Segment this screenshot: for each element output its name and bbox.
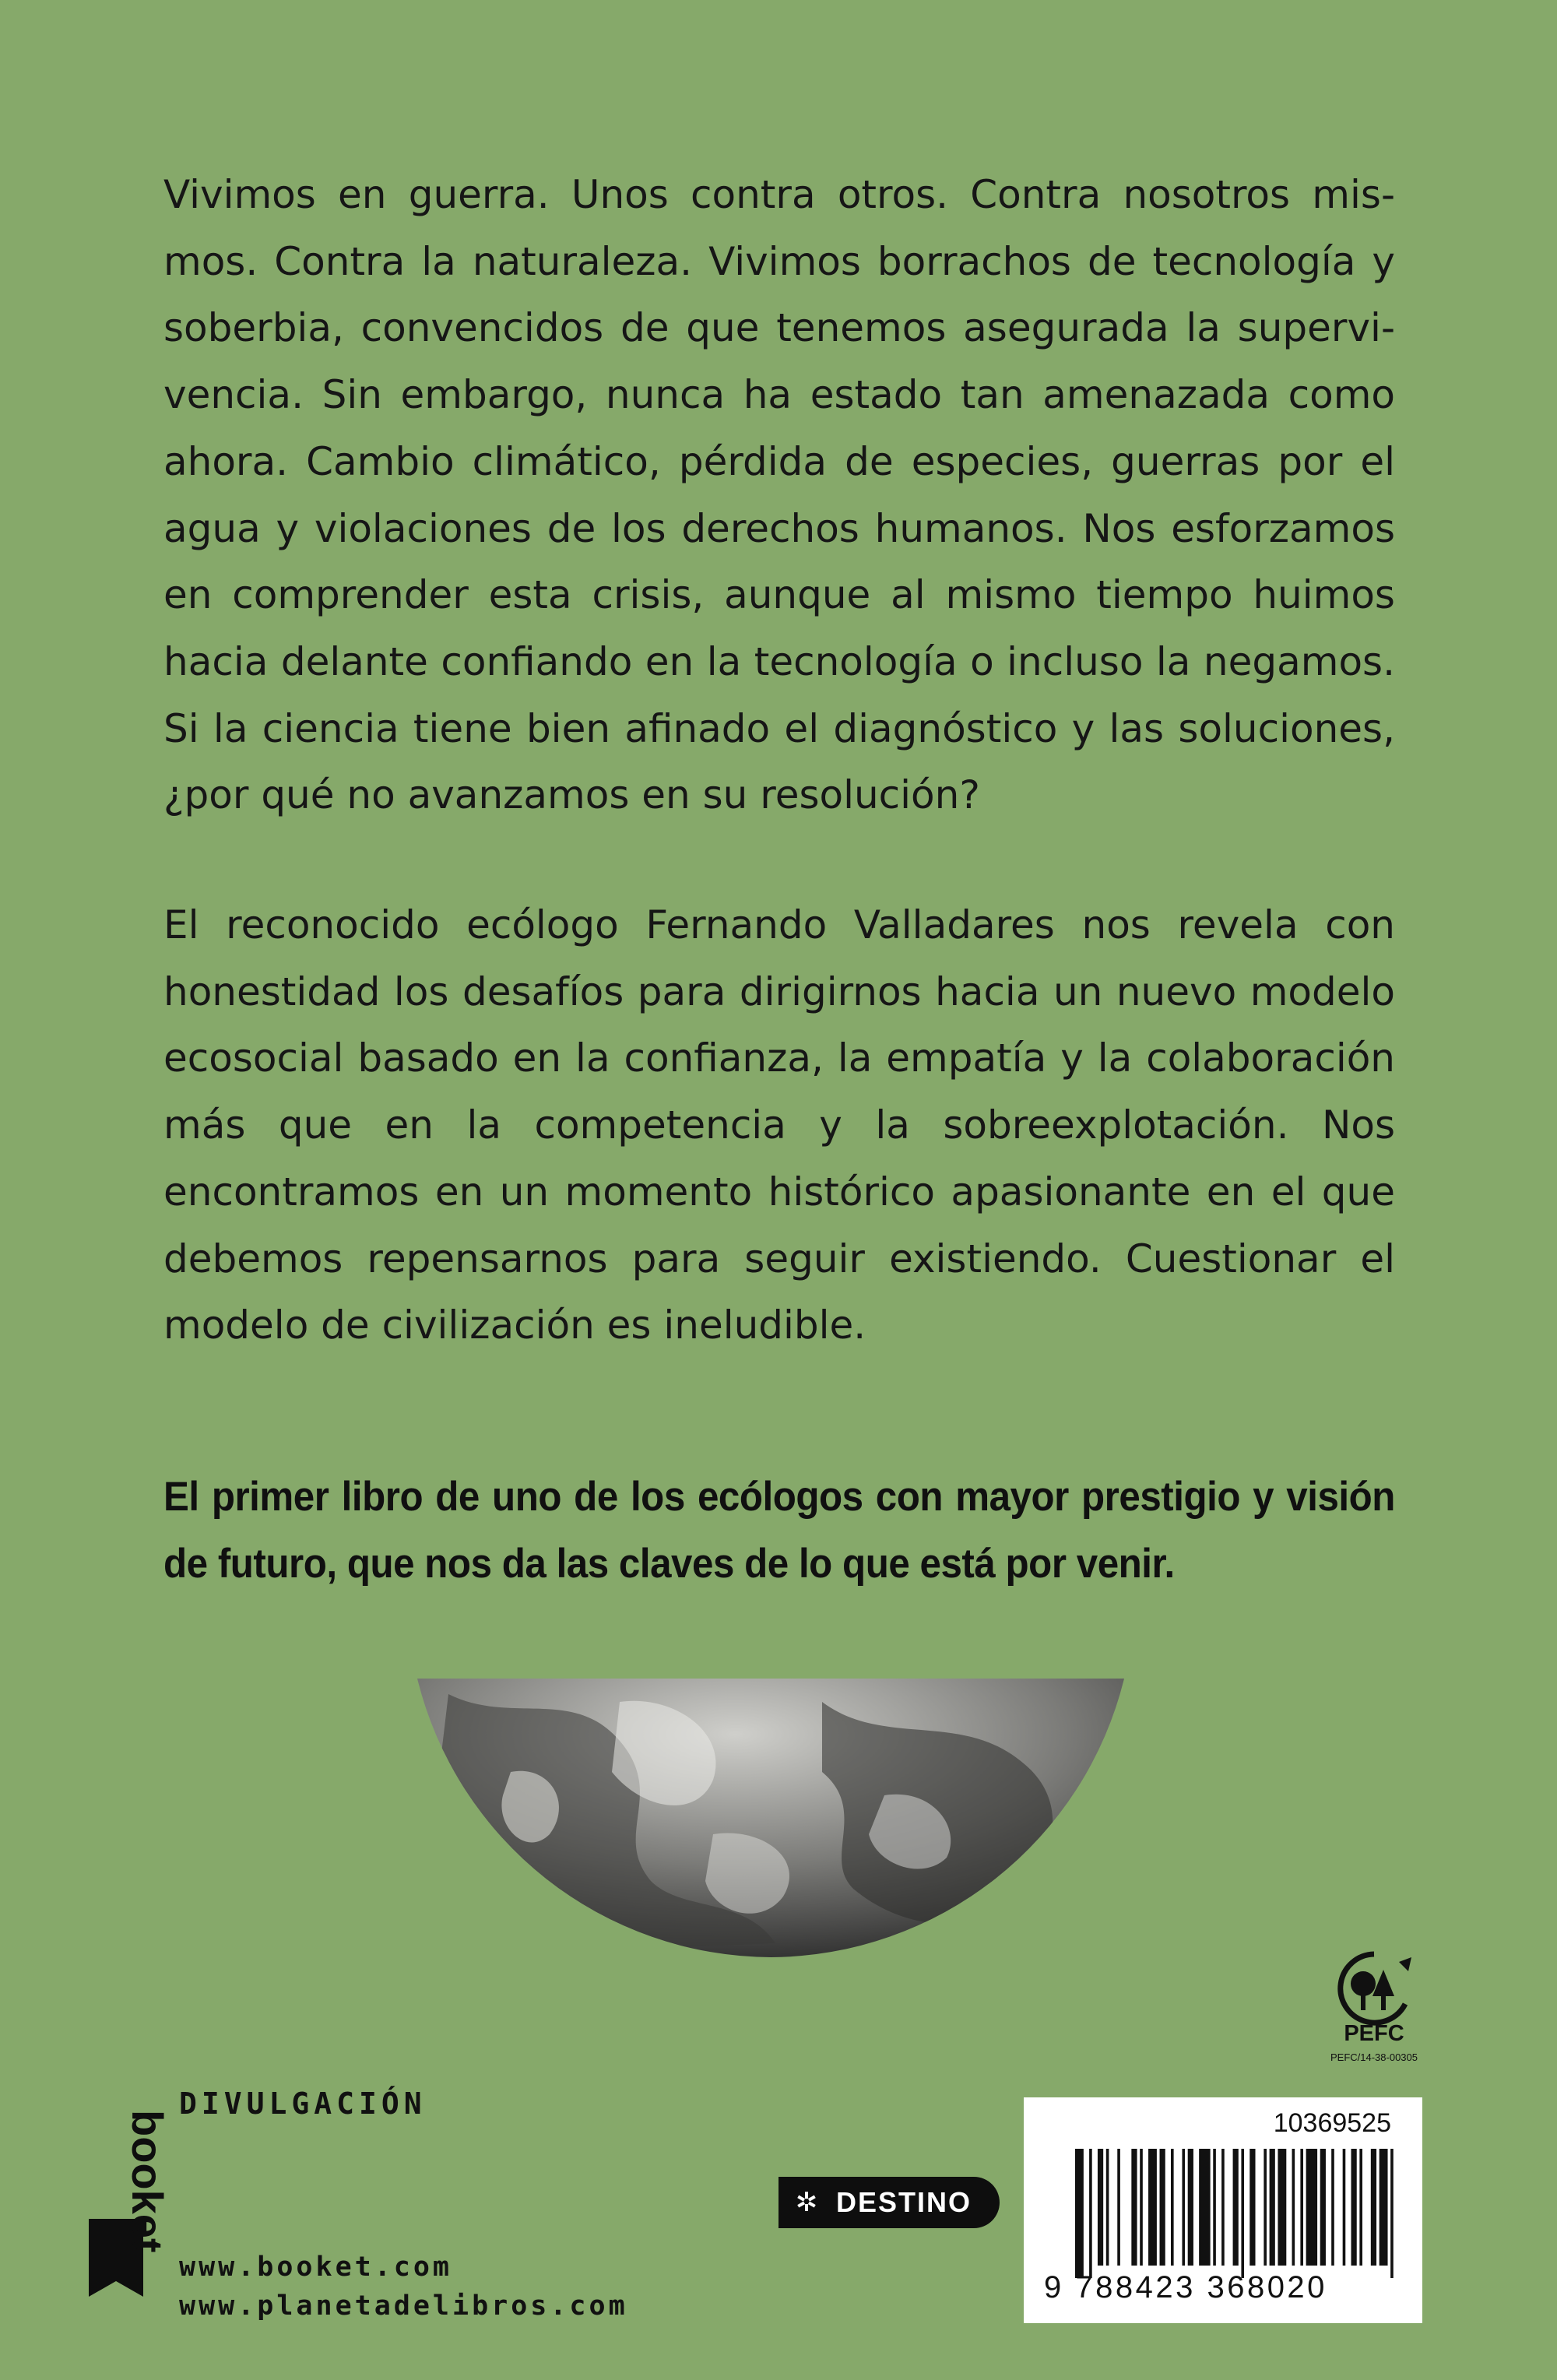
barcode-bar (1117, 2149, 1120, 2266)
barcode-bar (1278, 2149, 1286, 2266)
barcode-bar (1098, 2149, 1103, 2266)
booket-logo (78, 2102, 172, 2297)
barcode-bar (1300, 2149, 1303, 2266)
booket-url-link[interactable]: www.booket.com (179, 2252, 453, 2283)
barcode-bar (1140, 2149, 1143, 2266)
barcode-bar (1371, 2149, 1376, 2266)
barcode-panel (1024, 2097, 1422, 2323)
internal-code: 10369525 (1273, 2108, 1391, 2138)
destino-name: DESTINO (836, 2186, 972, 2218)
barcode-bar (1131, 2149, 1137, 2266)
barcode-bar (1213, 2149, 1216, 2266)
barcode-bar (1106, 2149, 1109, 2266)
barcode-bar (1390, 2149, 1394, 2278)
barcode-bar (1306, 2149, 1317, 2266)
pefc-code: PEFC/14-38-00305 (1330, 2051, 1418, 2063)
isbn-digits: 9 788423 368020 (1044, 2270, 1327, 2304)
barcode-bar (1233, 2149, 1239, 2266)
planeta-url-link[interactable]: www.planetadelibros.com (179, 2290, 628, 2322)
barcode-bar (1331, 2149, 1334, 2266)
globe-image (417, 1679, 1124, 1957)
tagline: El primer libro de uno de los ecólogos con mayor prestigio y visión de futuro, que nos da las claves de lo que está por venir. (163, 1474, 1395, 1587)
pefc-label: PEFC (1344, 2021, 1404, 2046)
barcode-bar (1359, 2149, 1362, 2266)
barcode-bar (1320, 2149, 1326, 2266)
destino-logo (778, 2177, 1000, 2228)
barcode-bar (1351, 2149, 1357, 2266)
barcode (1075, 2149, 1399, 2278)
category-label: DIVULGACIÓN (179, 2086, 427, 2121)
barcode-bar (1249, 2149, 1255, 2266)
barcode-bar (1264, 2149, 1267, 2266)
booket-logo-text: booket (123, 2110, 172, 2253)
barcode-bar (1270, 2149, 1275, 2266)
barcode-bar (1292, 2149, 1295, 2266)
barcode-bar (1089, 2149, 1092, 2278)
pefc-tree-icon (1327, 1948, 1421, 2026)
barcode-bar (1343, 2149, 1346, 2266)
barcode-bar (1171, 2149, 1174, 2266)
barcode-bar (1160, 2149, 1165, 2266)
barcode-bar (1182, 2149, 1185, 2266)
barcode-bar (1148, 2149, 1157, 2266)
barcode-bar (1188, 2149, 1193, 2266)
blurb-paragraph-2: El reconocido ecólogo Fernando Valladares nos revela con honestidad los desafíos para dirigirnos hacia un nuevo modelo ecosocial basado en la confianza, la empatía y la colaboración más que en la competencia y la sobreexplotación. Nos encontramos en un momento histórico apasionante en el que debemos repensarnos para seguir existiendo. Cuestionar el modelo de civilización es ineludible. (163, 902, 1395, 1348)
barcode-bar (1199, 2149, 1210, 2266)
destino-mark-icon: ✲ (795, 2188, 818, 2217)
barcode-bar (1075, 2149, 1084, 2278)
barcode-bar (1221, 2149, 1225, 2266)
barcode-bar (1241, 2149, 1244, 2278)
barcode-bar (1380, 2149, 1388, 2266)
blurb-paragraph-1: Vivimos en guerra. Unos contra otros. Contra nosotros mismos. Contra la naturaleza. Vivimos borrachos de tecnología y soberbia, convencidos de que tenemos asegurada la supervivencia. Sin embargo, nunca ha estado tan amenazada como ahora. Cambio climático, pérdida de especies, guerras por el agua y violaciones de los derechos humanos. Nos esforzamos en comprender esta crisis, aunque al mismo tiempo huimos hacia delante confiando en la tecnología o incluso la negamos. Si la ciencia tiene bien afinado el diagnóstico y las soluciones, ¿por qué no avanzamos en su resolución? (163, 172, 1395, 818)
